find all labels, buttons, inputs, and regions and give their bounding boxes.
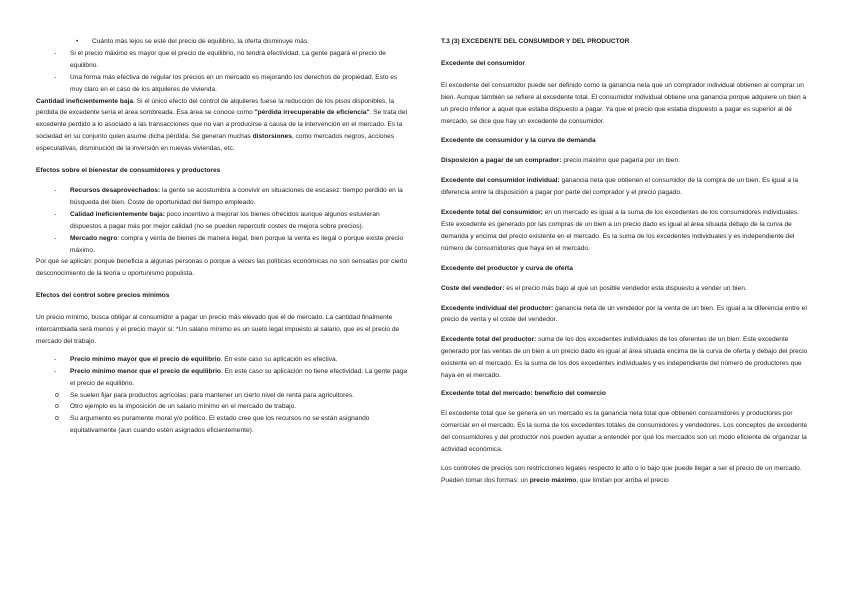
list-item: - Una forma más efectiva de regular los precios en un mercado es mejorando los derechos de propiedad. Esto es muy claro en el caso de los alquileres de vivienda. bbox=[54, 73, 398, 93]
paragraph-disposicion: Disposición a pagar de un comprador: precio máximo que pagaría por un bien. bbox=[441, 157, 680, 165]
list-item: - Precio mínimo mayor que el precio de equilibrio. En este caso su aplicación es efectiva. bbox=[36, 354, 410, 366]
list-item: - Recursos desaprovechados: la gente se acostumbra a convivir en situaciones de escasez: tiempo perdido en la búsqueda del bien. Coste de oportunidad del tiempo empleado. bbox=[54, 186, 403, 206]
right-column bbox=[441, 36, 813, 487]
bullet-dot-icon: • bbox=[76, 38, 79, 45]
section-heading: Excedente del consumidor bbox=[441, 59, 525, 67]
dash-icon: - bbox=[54, 234, 57, 242]
section-heading: Excedente de consumidor y la curva de demanda bbox=[441, 137, 596, 145]
perdida-label: "pérdida irrecuperable de eficiencia" bbox=[254, 109, 370, 117]
dash-icon: - bbox=[54, 73, 57, 81]
list-item: o Otro ejemplo es la imposición de un salario mínimo en el mercado de trabajo. bbox=[36, 401, 410, 413]
section-heading: Excedente del productor y curva de oferta bbox=[441, 264, 573, 272]
paragraph-total-productor: Excedente total del productor: suma de los dos excedentes individuales de los oferentes de un bien. Este excedente generado por las ventas de un bien a un precio dado es igual al área situada encima de la curva de oferta y debajo del precio existente en el mercado. Es la suma de los dos excedentes individuales y es independiente del número de productores que haya en el mercado. bbox=[441, 336, 808, 380]
list-item: - Mercado negro: compra y venta de bienes de manera ilegal, bien porque la venta es ilegal o porque existe precio máximo. bbox=[54, 234, 404, 254]
dash-icon: - bbox=[54, 186, 57, 194]
paragraph-individual: Excedente del consumidor individual: ganancia neta que obtienen el consumidor de la compra de un bien. Es igual a la diferencia entre la disposición a pagar por parte del comprador y el precio pagado. bbox=[441, 177, 798, 197]
dash-icon: - bbox=[54, 210, 57, 218]
cantidad-label: Cantidad ineficientemente baja bbox=[36, 97, 134, 105]
paragraph-total-consumidor: Excedente total del consumidor; en un mercado es igual a la suma de los excedentes de los consumidores individuales. Este excedente es generado por las compras de un bien a un precio dado es igual al área situada debajo de la curva de demanda y encima del precio existente en el mercado. Es la suma de los excedentes individuales y es independiente del número de consumidores que haya en el mercado. bbox=[441, 209, 800, 252]
paragraph-individual-productor: Excedente individual del productor: ganancia neta de un vendedor por la venta de un bien. Es igual a la diferencia entre el precio de venta y el coste del vendedor. bbox=[441, 304, 807, 324]
circle-bullet-icon: o bbox=[55, 391, 59, 399]
left-column bbox=[36, 36, 410, 437]
section-heading: Efectos del control sobre precios mínimos bbox=[36, 292, 170, 300]
dash-icon: - bbox=[54, 49, 57, 57]
dash-icon: - bbox=[54, 367, 57, 375]
paragraph-porque: Por qué se aplican: porque beneficia a algunas personas o porque a veces las políticas económicas no son sensatas por cierto desconocimiento de la teoría u oportunismo populista. bbox=[36, 258, 408, 278]
paragraph-mercado: El excedente total que se genera en un mercado es la ganancia neta total que obtienen consumidores y productores por comerciar en el mercado. Es la suma de los excedentes totales de consumidores y vendedores. Los conceptos de excedente del consumidores y del productor nos pueden ayudar a entender por qué los mercados son un modo eficiente de organizar la actividad económica. bbox=[441, 409, 808, 453]
list-item: • Cuánto más lejos se esté del precio de equilibrio, la oferta disminuye más. bbox=[36, 36, 410, 48]
list-item: - Precio mínimo menor que el precio de equilibrio. En este caso su aplicación no tiene efectividad. La gente paga el precio de equilibrio. bbox=[54, 367, 408, 387]
paragraph-controles: Los controles de precios son restricciones legales respecto lo alto o lo bajo que puede llegar a ser el precio de un mercado. Pueden tomar dos formas: un precio máximo, que limitan por arriba el precio bbox=[441, 465, 802, 485]
circle-bullet-icon: o bbox=[55, 403, 59, 411]
distorsiones-label: distorsiones bbox=[252, 133, 292, 141]
paragraph-cantidad: Cantidad ineficientemente baja. Si el único efecto del control de alquileres fuese la reducción de los pisos disponibles, la pérdida de excedente sería el área sombreada. Esa área se conoce como "pérdida irrecuperable de eficiencia". Se trata del excedente perdido a lo asociado a las transacciones que no van a producirse a causa de la intervención en el mercado. Es la sociedad en su conjunto quien asume dicha pérdida. Se generan muchas distorsiones, como mercados negros, acciones especulativas, disminución de la inversión en nuevas viviendas, etc. bbox=[36, 97, 407, 153]
paragraph-excedente-consumidor: El excedente del consumidor puede ser definido como la ganancia neta que un comprador individual obtienen al comprar un bien. Aunque también se refiere al excedente total. El consumidor individual obtiene una ganancia porque adquiere un bien a un precio inferior a aquel que estaba dispuesto a pagar. Ya que el precio que estaba dispuesto a pagar es superior al de mercado, se dice que hay un excedente de consumidor. bbox=[441, 81, 807, 125]
paragraph-minimo-intro: Un precio mínimo, busca obligar al consumidor a pagar un precio más elevado que el de mercado. La cantidad finalmente intercambiada será menos y el precio mayor si: *Un salario mínimo es un suelo legal impuesto al salario, que es el precio de mercado del trabajo. bbox=[36, 314, 400, 345]
paragraph-coste: Coste del vendedor: es el precio más bajo al que un posible vendedor esta dispuesto a vender un bien. bbox=[441, 284, 747, 292]
section-heading: Excedente total del mercado: beneficio del comercio bbox=[441, 389, 606, 397]
dash-icon: - bbox=[54, 355, 57, 363]
list-item: o Su argumento es puramente moral y/o político. El estado cree que los recursos no se están asignando equitativamente (aun cuando estén asignados eficientemente). bbox=[55, 415, 370, 435]
page-title: T.3 (3) EXCEDENTE DEL CONSUMIDOR Y DEL PRODUCTOR bbox=[441, 38, 630, 45]
list-item: o Se suelen fijar para productos agrícolas: para mantener un cierto nivel de renta para agricultores. bbox=[36, 390, 410, 402]
list-item: - Si el precio máximo es mayor que el precio de equilibrio, no tendrá efectividad. La gente pagará el precio de equilibrio. bbox=[54, 49, 386, 69]
section-heading: Efectos sobre el bienestar de consumidores y productores bbox=[36, 167, 221, 175]
list-item: - Calidad ineficientemente baja: poco incentivo a mejorar los bienes ofrecidos aunque algunos estuvieran dispuestos a pagar más por mejor calidad (no se pueden repercutir costes de mejora sobre precios). bbox=[54, 210, 380, 230]
circle-bullet-icon: o bbox=[55, 415, 59, 423]
